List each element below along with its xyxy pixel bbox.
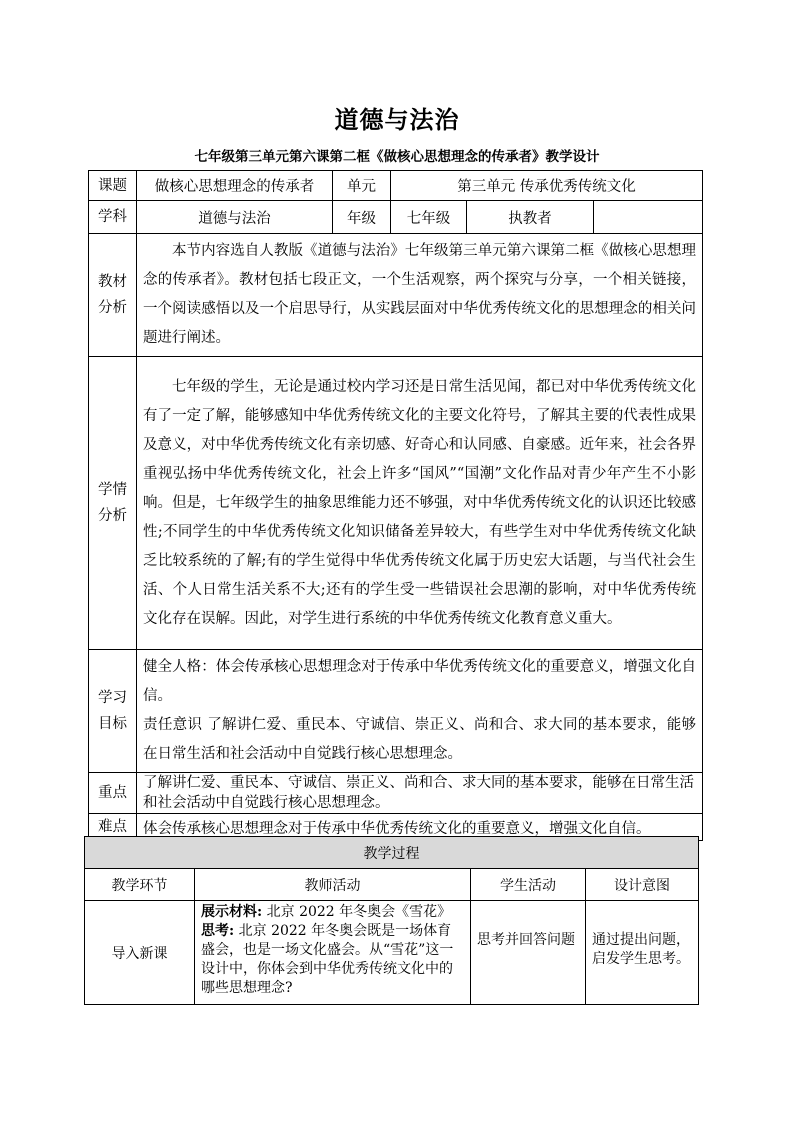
row-stage: 导入新课 [85,901,195,1005]
student-analysis-label [89,357,137,650]
goals-line-2: 责任意识 了解讲仁爱、重民本、守诚信、崇正义、尚和合、求大同的基本要求，能够在日常生活和社会活动中自觉践行核心思想理念。 [143,717,697,762]
material-analysis-paragraph: 本节内容选自人教版《道德与法治》七年级第三单元第六课第二框《做核心思想理念的传承者》。教材包括七段正文，一个生活观察，两个探究与分享，一个相关链接，一个阅读感悟以及一个启思导行，从实践层面对中华优秀传统文化的思想理念的相关问题进行阐述。 [143,243,697,346]
teacher-label: 执教者 [467,201,594,234]
goals-label-text: 学习目标 [98,690,127,732]
unit-label: 单元 [333,171,391,201]
topic-label: 课题 [89,171,137,201]
goals-label [89,650,137,773]
teaching-process-table [84,836,699,1005]
grade-value: 七年级 [391,201,467,234]
material-analysis-label-text: 教材分析 [98,274,127,316]
process-header: 教学过程 [85,837,699,869]
unit-value: 第三单元 传承优秀传统文化 [391,171,703,201]
key-point-text: 了解讲仁爱、重民本、守诚信、崇正义、尚和合、求大同的基本要求，能够在日常生活和社会活动中自觉践行核心思想理念。 [137,773,703,814]
material-analysis-label [89,234,137,357]
material-analysis-text [137,234,703,357]
difficult-point-label: 难点 [89,814,137,841]
student-analysis-paragraph: 七年级的学生，无论是通过校内学习还是日常生活见闻，都已对中华优秀传统文化有了一定了解，能够感知中华优秀传统文化的主要文化符号，了解其主要的代表性成果及意义，对中华优秀传统文化有亲切感、好奇心和认同感、自豪感。近年来，社会各界重视弘扬中华优秀传统文化，社会上许多“国风”“国潮”文化作品对青少年产生不小影响。但是，七年级学生的抽象思维能力还不够强，对中华优秀传统文化的认识还比较感性;不同学生的中华优秀传统文化知识储备差异较大，有些学生对中华优秀传统文化缺乏比较系统的了解;有的学生觉得中华优秀传统文化属于历史宏大话题，与当代社会生活、个人日常生活关系不大;还有的学生受一些错误社会思潮的影响，对中华优秀传统文化存在误解。因此，对学生进行系统的中华优秀传统文化教育意义重大。 [143,378,697,627]
subject-value: 道德与法治 [137,201,333,234]
row-design-intent: 通过提出问题，启发学生思考。 [586,901,699,1005]
think-text: 北京 2022 年冬奥会既是一场体育盛会，也是一场文化盛会。从“雪花”这一设计中，你体会到中华优秀传统文化中的哪些思想理念? [201,923,454,996]
lesson-info-table [88,170,703,841]
goals-text [137,650,703,773]
col-intent: 设计意图 [586,869,699,901]
col-teacher: 教师活动 [195,869,471,901]
row-teacher-activity [195,901,471,1005]
topic-value: 做核心思想理念的传承者 [137,171,333,201]
material-text: 北京 2022 年冬奥会《雪花》 [262,904,452,920]
student-analysis-text [137,357,703,650]
material-label: 展示材料: [201,904,263,920]
document-subtitle: 七年级第三单元第六课第二框《做核心思想理念的传承者》教学设计 [194,149,600,165]
col-stage: 教学环节 [85,869,195,901]
grade-label: 年级 [333,201,391,234]
difficult-point-text: 体会传承核心思想理念对于传承中华优秀传统文化的重要意义，增强文化自信。 [137,814,703,841]
key-point-label: 重点 [89,773,137,814]
subject-label: 学科 [89,201,137,234]
teacher-value [594,201,703,234]
think-label: 思考: [201,923,235,939]
row-student-activity: 思考并回答问题 [471,901,586,1005]
document-title: 道德与法治 [334,106,460,134]
student-analysis-label-text: 学情分析 [98,482,127,524]
goals-line-1: 健全人格：体会传承核心思想理念对于传承中华优秀传统文化的重要意义，增强文化自信。 [143,659,697,704]
col-student: 学生活动 [471,869,586,901]
